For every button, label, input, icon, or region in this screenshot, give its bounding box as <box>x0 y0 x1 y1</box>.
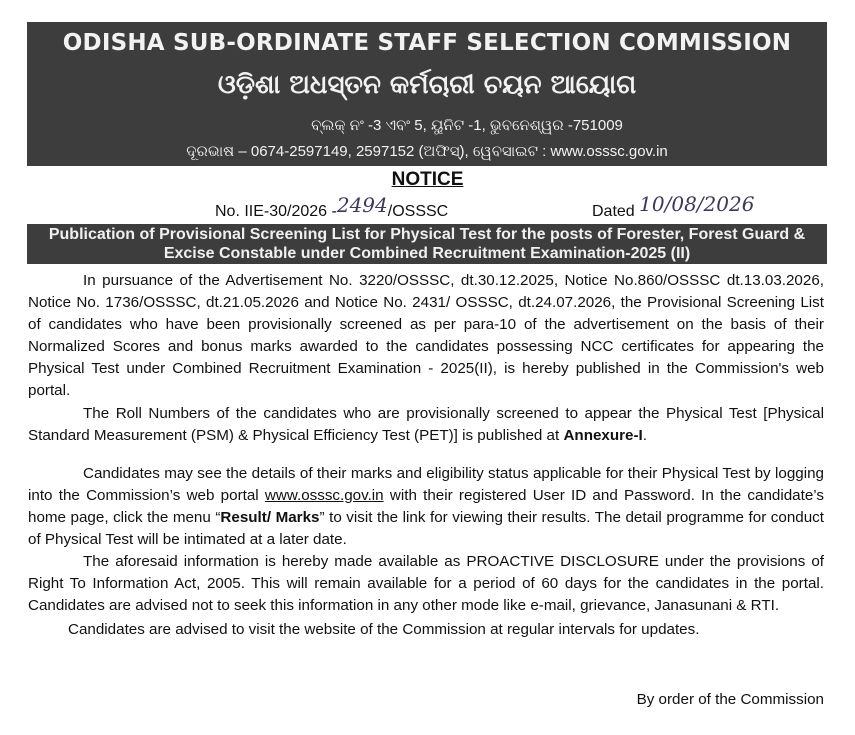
signoff: By order of the Commission <box>636 691 824 708</box>
paragraph-updates: Candidates are advised to visit the website of the Commission at regular intervals for updates. <box>68 621 700 639</box>
paragraph-marks-b: with their registered User ID and Password. In the candidate’s home page, click the menu “ <box>28 486 824 526</box>
letterhead <box>27 22 827 166</box>
annexure-label: Annexure-I <box>563 426 643 444</box>
commission-title-english: ODISHA SUB-ORDINATE STAFF SELECTION COMMISSION <box>62 30 792 56</box>
paragraph-marks-c: ” to visit the link for viewing their results. The detail programme for conduct of Physical Test will be intimated at a later date. <box>28 508 824 549</box>
notice-heading: NOTICE <box>391 169 464 190</box>
paragraph-disclosure: The aforesaid information is hereby made available as PROACTIVE DISCLOSURE under the provisions of Right To Information Act, 2005. This will remain available for a period of 60 days for the candidates in the portal. Candidates are advised not to seek this information in any other mode like e-mail, grievance, Janasunani & RTI. <box>28 553 824 615</box>
reference-row <box>0 194 855 220</box>
subject-banner: Publication of Provisional Screening List for Physical Test for the posts of Forester, Forest Guard & Excise Constable under Combined Recruitment Examination-2025 (II) <box>27 224 827 264</box>
paragraph-advertisement: In pursuance of the Advertisement No. 3220/OSSSC, dt.30.12.2025, Notice No.860/OSSSC dt.13.03.2026, Notice No. 1736/OSSSC, dt.21.05.2026 and Notice No. 2431/ OSSSC, dt.24.07.2026, the Provisional Screening List of candidates who have been provisionally screened as per para-10 of the advertisement on the basis of their Normalized Scores and bonus marks awarded to the candidates possessing NCC certificates for appearing the Physical Test under Combined Recruitment Examination - 2025(II), is hereby published in the Commission's web portal. <box>28 272 824 400</box>
reference-prefix: No. IIE-30/2026 - <box>215 203 337 220</box>
paragraph-roll-numbers <box>28 403 824 447</box>
paragraph-roll-numbers-text: The Roll Numbers of the candidates who are provisionally screened to appear the Physical Test [Physical Standard Measurement (PSM) & Physical Efficiency Test (PET)] is published at <box>28 404 824 444</box>
commission-contact: ଦୂରଭାଷ – 0674-2597149, 2597152 (ଅଫିସ୍), ୱେବସାଇଟ : www.osssc.gov.in <box>186 143 668 160</box>
reference-number <box>215 193 449 221</box>
dated-handwritten: 10/08/2026 <box>639 192 755 216</box>
notice-body <box>28 270 824 642</box>
commission-address: ବ୍ଲକ୍ ନଂ -3 ଏବଂ 5, ୟୁନିଟ -1, ଭୁବନେଶ୍ୱର -751009 <box>311 117 623 134</box>
commission-title-odia: ଓଡ଼ିଶା ଅଧସ୍ତନ କର୍ମଚାରୀ ଚୟନ ଆୟୋଗ <box>217 70 637 100</box>
reference-handwritten-number: 2494 <box>336 193 388 217</box>
paragraph-roll-numbers-end: . <box>642 426 648 444</box>
portal-link[interactable]: www.osssc.gov.in <box>264 486 384 504</box>
reference-suffix: /OSSSC <box>387 203 449 220</box>
paragraph-marks-a: Candidates may see the details of their marks and eligibility status applicable for their Physical Test by logging into the Commission’s web portal <box>28 464 824 504</box>
dated-label: Dated <box>592 203 635 220</box>
paragraph-marks <box>28 463 824 551</box>
notice-date <box>592 192 755 221</box>
result-marks-menu-label: Result/ Marks <box>220 508 320 526</box>
